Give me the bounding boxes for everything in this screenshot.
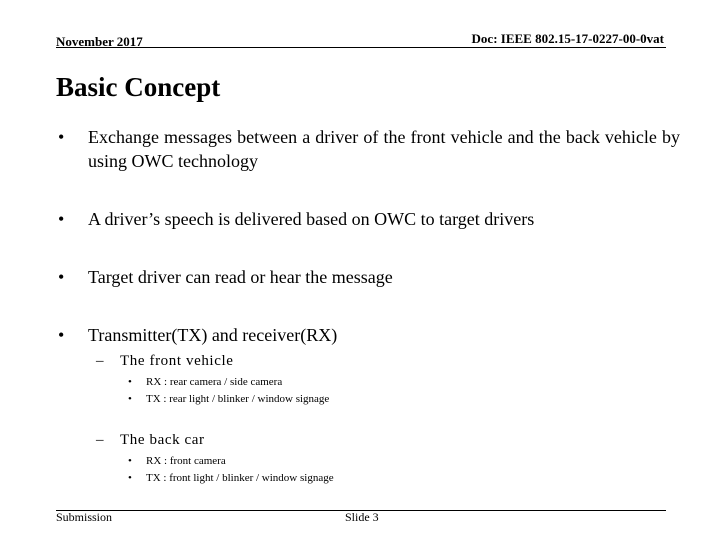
sub2-bullet-text: TX : rear light / blinker / window signage: [146, 393, 330, 405]
sub2-bullet-text: TX : front light / blinker / window signage: [146, 472, 334, 484]
sub2-bullet-item: [58, 470, 680, 487]
sub-bullet-text: The front vehicle: [120, 353, 234, 369]
sub2-bullet-item: [58, 453, 680, 470]
bullet-text: Transmitter(TX) and receiver(RX): [88, 325, 338, 345]
footer-submission: Submission: [56, 510, 113, 524]
bullet-dot-icon: •: [128, 393, 132, 405]
sub2-bullet-item: [58, 374, 680, 391]
bullet-dot-icon: •: [58, 209, 65, 229]
dash-icon: –: [96, 432, 105, 448]
header-rule: [56, 47, 666, 48]
header-doc-id: Doc: IEEE 802.15-17-0227-00-0vat: [471, 31, 664, 46]
sub-bullet-item: [58, 430, 680, 450]
sub-bullet-item: [58, 351, 680, 371]
bullet-item: [58, 207, 680, 231]
bullet-item: [58, 265, 680, 289]
bullet-dot-icon: •: [128, 472, 132, 484]
bullet-dot-icon: •: [58, 267, 65, 287]
bullet-item: [58, 125, 680, 173]
bullet-dot-icon: •: [58, 325, 65, 345]
sub2-bullet-text: RX : front camera: [146, 455, 226, 467]
bullet-dot-icon: •: [128, 455, 132, 467]
footer-slide-number: Slide 3: [345, 510, 379, 524]
bullet-text: Exchange messages between a driver of the front vehicle and the back vehicle by using OWC technology: [88, 127, 680, 171]
dash-icon: –: [96, 353, 105, 369]
slide-title: Basic Concept: [56, 72, 221, 102]
bullet-list: [58, 125, 680, 487]
bullet-item: [58, 323, 680, 347]
bullet-text: A driver’s speech is delivered based on OWC to target drivers: [88, 209, 535, 229]
sub-bullet-text: The back car: [120, 432, 205, 448]
sub2-bullet-item: [58, 391, 680, 408]
bullet-text: Target driver can read or hear the message: [88, 267, 393, 287]
bullet-dot-icon: •: [128, 376, 132, 388]
header-date: November 2017: [56, 34, 143, 49]
sub2-bullet-text: RX : rear camera / side camera: [146, 376, 283, 388]
bullet-dot-icon: •: [58, 127, 65, 147]
